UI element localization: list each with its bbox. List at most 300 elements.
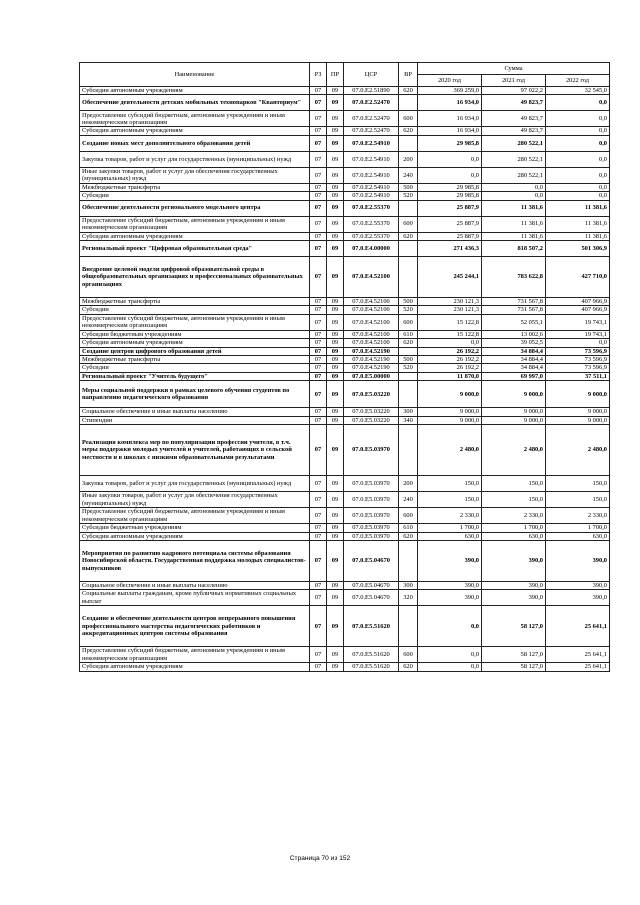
table-row [80,111,610,127]
table-row [80,330,610,338]
cell-2022: 0,0 [546,95,610,111]
cell-vr: 600 [399,647,418,663]
cell-rz: 07 [310,408,327,416]
cell-pr: 09 [327,127,344,135]
cell-csr: 07.0.E4.52190 [344,356,399,364]
cell-csr: 07.0.E4.52190 [344,347,399,355]
cell-2021: 9 000,0 [482,408,546,416]
cell-vr: 620 [399,127,418,135]
cell-2022: 390,0 [546,590,610,606]
cell-2021: 11 381,6 [482,232,546,240]
cell-2022: 407 966,9 [546,306,610,314]
cell-2022: 407 966,9 [546,298,610,306]
table-row [80,372,610,380]
cell-csr: 07.0.E5.03970 [344,476,399,492]
cell-2020: 390,0 [418,540,482,581]
cell-2021: 1 700,0 [482,524,546,532]
cell-rz: 07 [310,540,327,581]
header-year-2021: 2021 год [482,75,546,87]
cell-name: Меры социальной поддержки в рамках целевого обучения студентов по направлению педагогического образования [80,381,310,408]
cell-rz: 07 [310,581,327,589]
cell-name: Обеспечение деятельности регионального модельного центра [80,200,310,216]
cell-pr: 09 [327,241,344,257]
cell-2020: 29 985,8 [418,183,482,191]
cell-vr [399,257,418,298]
cell-vr: 620 [399,232,418,240]
cell-rz: 07 [310,306,327,314]
table-row [80,425,610,476]
cell-vr [399,381,418,408]
cell-pr: 09 [327,508,344,524]
cell-2020: 26 192,2 [418,356,482,364]
cell-vr [399,372,418,380]
cell-csr: 07.0.E5.04670 [344,581,399,589]
cell-name: Закупка товаров, работ и услуг для государственных (муниципальных) нужд [80,476,310,492]
cell-csr: 07.0.E2.54910 [344,167,399,183]
cell-2022: 19 743,1 [546,330,610,338]
cell-name: Предоставление субсидий бюджетным, автономным учреждениям и иным некоммерческим организациям [80,111,310,127]
cell-rz: 07 [310,647,327,663]
table-row [80,339,610,347]
cell-2021: 39 052,5 [482,339,546,347]
cell-2022: 0,0 [546,151,610,167]
cell-pr: 09 [327,663,344,671]
header-sum: Сумма [418,63,610,75]
cell-2021: 9 000,0 [482,416,546,424]
cell-rz: 07 [310,87,327,95]
cell-name: Обеспечение деятельности детских мобильных технопарков "Кванториум" [80,95,310,111]
page-number: Страница 70 из 152 [289,855,351,862]
cell-2020: 0,0 [418,167,482,183]
cell-name: Субсидии автономным учреждениям [80,532,310,540]
table-row [80,257,610,298]
cell-rz: 07 [310,330,327,338]
table-header [80,63,610,87]
cell-2021: 11 381,6 [482,200,546,216]
cell-2021: 280 522,1 [482,135,546,151]
cell-2020: 9 000,0 [418,408,482,416]
cell-2021: 49 823,7 [482,111,546,127]
cell-2020: 16 934,0 [418,127,482,135]
cell-2022: 25 641,1 [546,647,610,663]
table-row [80,298,610,306]
cell-csr: 07.0.E2.54910 [344,192,399,200]
table-row [80,590,610,606]
cell-rz: 07 [310,524,327,532]
cell-2020: 245 244,1 [418,257,482,298]
cell-name: Субсидии бюджетным учреждениям [80,524,310,532]
cell-pr: 09 [327,151,344,167]
cell-pr: 09 [327,135,344,151]
cell-csr: 07.0.E4.52100 [344,339,399,347]
cell-2020: 1 700,0 [418,524,482,532]
table-row [80,183,610,191]
cell-csr: 07.0.E5.03970 [344,532,399,540]
cell-name: Мероприятия по развитию кадрового потенциала системы образования Новосибирской области. Государственная поддержка молодых специалистов-выпускников [80,540,310,581]
cell-2022: 19 743,1 [546,314,610,330]
cell-name: Иные закупки товаров, работ и услуг для обеспечения государственных (муниципальных) нужд [80,167,310,183]
cell-vr: 600 [399,216,418,232]
cell-name: Социальные выплаты гражданам, кроме публичных нормативных социальных выплат [80,590,310,606]
header-csr: ЦСР [344,63,399,87]
cell-rz: 07 [310,508,327,524]
table-row [80,540,610,581]
table-row [80,476,610,492]
cell-pr: 09 [327,216,344,232]
cell-vr: 320 [399,590,418,606]
cell-2020: 16 934,0 [418,95,482,111]
cell-2020: 0,0 [418,647,482,663]
cell-vr [399,241,418,257]
cell-pr: 09 [327,581,344,589]
cell-2021: 818 507,2 [482,241,546,257]
table-row [80,151,610,167]
cell-csr: 07.0.E4.52100 [344,314,399,330]
cell-csr: 07.0.E2.54910 [344,151,399,167]
cell-2020: 0,0 [418,663,482,671]
cell-pr: 09 [327,257,344,298]
cell-2022: 1 700,0 [546,524,610,532]
cell-vr: 520 [399,306,418,314]
cell-2021: 49 823,7 [482,127,546,135]
cell-csr: 07.0.E2.52470 [344,95,399,111]
cell-2021: 280 522,1 [482,167,546,183]
cell-csr: 07.0.E5.03970 [344,492,399,508]
cell-2022: 0,0 [546,111,610,127]
cell-vr: 240 [399,167,418,183]
cell-2021: 0,0 [482,192,546,200]
table-row [80,408,610,416]
header-vr: ВР [399,63,418,87]
cell-rz: 07 [310,532,327,540]
cell-name: Создание новых мест дополнительного образования детей [80,135,310,151]
cell-2020: 630,0 [418,532,482,540]
cell-2022: 25 641,1 [546,663,610,671]
cell-2021: 97 022,2 [482,87,546,95]
cell-2022: 11 381,6 [546,232,610,240]
cell-pr: 09 [327,492,344,508]
cell-name: Предоставление субсидий бюджетным, автономным учреждениям и иным некоммерческим организациям [80,216,310,232]
cell-csr: 07.0.E5.03220 [344,408,399,416]
cell-2020: 230 121,3 [418,298,482,306]
cell-csr: 07.0.E4.52100 [344,298,399,306]
cell-2021: 731 567,8 [482,298,546,306]
cell-csr: 07.0.E2.52470 [344,127,399,135]
cell-2020: 390,0 [418,590,482,606]
cell-2020: 0,0 [418,339,482,347]
cell-pr: 09 [327,416,344,424]
table-row [80,492,610,508]
cell-pr: 09 [327,540,344,581]
cell-name: Предоставление субсидий бюджетным, автономным учреждениям и иным некоммерческим организациям [80,647,310,663]
cell-name: Субсидии [80,364,310,372]
cell-vr: 620 [399,532,418,540]
cell-rz: 07 [310,416,327,424]
cell-2020: 230 121,3 [418,306,482,314]
table-row [80,347,610,355]
cell-pr: 09 [327,364,344,372]
table-row [80,127,610,135]
cell-2021: 150,0 [482,492,546,508]
cell-vr: 500 [399,183,418,191]
table-row [80,232,610,240]
cell-vr [399,135,418,151]
table-row [80,606,610,647]
cell-csr: 07.0.E2.51890 [344,87,399,95]
cell-csr: 07.0.E2.55370 [344,200,399,216]
cell-2021: 49 823,7 [482,95,546,111]
cell-vr: 610 [399,524,418,532]
cell-2020: 25 887,9 [418,232,482,240]
cell-vr: 200 [399,476,418,492]
cell-2022: 0,0 [546,339,610,347]
table-row [80,314,610,330]
cell-name: Социальное обеспечение и иные выплаты населению [80,408,310,416]
cell-csr: 07.0.E2.54910 [344,183,399,191]
budget-table [79,62,610,672]
cell-csr: 07.0.E4.52190 [344,364,399,372]
cell-2022: 73 596,9 [546,347,610,355]
cell-csr: 07.0.E5.03970 [344,425,399,476]
cell-vr: 340 [399,416,418,424]
cell-csr: 07.0.E5.04670 [344,540,399,581]
cell-2022: 390,0 [546,581,610,589]
cell-2022: 11 381,6 [546,200,610,216]
cell-pr: 09 [327,111,344,127]
cell-2022: 9 000,0 [546,416,610,424]
cell-pr: 09 [327,192,344,200]
cell-2022: 427 710,0 [546,257,610,298]
cell-vr [399,347,418,355]
cell-vr: 600 [399,508,418,524]
cell-vr: 520 [399,192,418,200]
table-row [80,524,610,532]
cell-csr: 07.0.E5.03970 [344,508,399,524]
cell-pr: 09 [327,167,344,183]
cell-name: Реализация комплекса мер по популяризации профессии учителя, в т.ч. меры поддержки молодых учителей и учителей, работающих в сельской местности и в школах с низкими образовательными результатами [80,425,310,476]
budget-sheet [79,62,609,672]
cell-2022: 150,0 [546,476,610,492]
cell-csr: 07.0.E5.03970 [344,524,399,532]
cell-2021: 280 522,1 [482,151,546,167]
cell-2021: 390,0 [482,590,546,606]
cell-2020: 16 934,0 [418,111,482,127]
table-row [80,364,610,372]
table-body [80,87,610,672]
cell-2020: 150,0 [418,492,482,508]
cell-2020: 26 192,2 [418,347,482,355]
cell-2020: 9 000,0 [418,416,482,424]
cell-2021: 34 884,4 [482,356,546,364]
cell-csr: 07.0.E2.55370 [344,216,399,232]
cell-csr: 07.0.E4.00000 [344,241,399,257]
cell-2022: 73 596,9 [546,356,610,364]
header-year-2020: 2020 год [418,75,482,87]
table-row [80,167,610,183]
cell-2022: 0,0 [546,127,610,135]
cell-pr: 09 [327,425,344,476]
cell-name: Иные закупки товаров, работ и услуг для обеспечения государственных (муниципальных) нужд [80,492,310,508]
cell-vr: 500 [399,298,418,306]
table-row [80,532,610,540]
cell-vr: 600 [399,111,418,127]
cell-pr: 09 [327,183,344,191]
cell-vr: 610 [399,330,418,338]
cell-csr: 07.0.E5.03220 [344,416,399,424]
cell-rz: 07 [310,492,327,508]
cell-2022: 9 000,0 [546,408,610,416]
cell-csr: 07.0.E5.51620 [344,663,399,671]
cell-2021: 58 127,0 [482,663,546,671]
table-row [80,647,610,663]
cell-2021: 34 884,4 [482,347,546,355]
cell-pr: 09 [327,200,344,216]
cell-name: Межбюджетные трансферты [80,298,310,306]
header-rz: РЗ [310,63,327,87]
cell-rz: 07 [310,151,327,167]
cell-pr: 09 [327,347,344,355]
cell-rz: 07 [310,298,327,306]
table-row [80,416,610,424]
cell-2021: 11 381,6 [482,216,546,232]
cell-vr [399,540,418,581]
cell-csr: 07.0.E5.51620 [344,647,399,663]
cell-name: Субсидии [80,306,310,314]
cell-rz: 07 [310,241,327,257]
cell-2022: 0,0 [546,192,610,200]
cell-2020: 15 122,8 [418,330,482,338]
cell-2021: 69 997,0 [482,372,546,380]
cell-pr: 09 [327,298,344,306]
table-row [80,663,610,671]
cell-pr: 09 [327,476,344,492]
cell-2021: 0,0 [482,183,546,191]
cell-pr: 09 [327,330,344,338]
cell-2020: 0,0 [418,606,482,647]
cell-2020: 369 259,0 [418,87,482,95]
cell-2020: 26 192,2 [418,364,482,372]
header-year-2022: 2022 год [546,75,610,87]
cell-pr: 09 [327,232,344,240]
cell-rz: 07 [310,356,327,364]
cell-rz: 07 [310,111,327,127]
cell-name: Создание центров цифрового образования детей [80,347,310,355]
cell-2022: 73 596,9 [546,364,610,372]
cell-name: Предоставление субсидий бюджетным, автономным учреждениям и иным некоммерческим организациям [80,508,310,524]
cell-name: Субсидии автономным учреждениям [80,339,310,347]
cell-name: Субсидии автономным учреждениям [80,127,310,135]
cell-2021: 34 884,4 [482,364,546,372]
cell-2021: 2 480,0 [482,425,546,476]
cell-2022: 11 381,6 [546,216,610,232]
cell-rz: 07 [310,372,327,380]
cell-vr [399,425,418,476]
cell-name: Региональный проект "Учитель будущего" [80,372,310,380]
cell-rz: 07 [310,381,327,408]
cell-pr: 09 [327,372,344,380]
cell-name: Предоставление субсидий бюджетным, автономным учреждениям и иным некоммерческим организациям [80,314,310,330]
cell-vr: 300 [399,408,418,416]
cell-pr: 09 [327,532,344,540]
cell-2020: 25 887,9 [418,216,482,232]
cell-2021: 150,0 [482,476,546,492]
cell-2020: 29 985,8 [418,135,482,151]
cell-2021: 58 127,0 [482,606,546,647]
cell-csr: 07.0.E4.52100 [344,330,399,338]
cell-vr: 620 [399,87,418,95]
cell-rz: 07 [310,476,327,492]
cell-csr: 07.0.E4.52100 [344,257,399,298]
table-row [80,241,610,257]
cell-csr: 07.0.E5.00000 [344,372,399,380]
cell-rz: 07 [310,663,327,671]
cell-2021: 731 567,8 [482,306,546,314]
cell-2020: 9 000,0 [418,381,482,408]
cell-2021: 390,0 [482,540,546,581]
cell-2020: 271 436,3 [418,241,482,257]
cell-pr: 09 [327,306,344,314]
table-row [80,356,610,364]
cell-rz: 07 [310,192,327,200]
cell-name: Субсидии автономным учреждениям [80,663,310,671]
cell-2020: 11 870,0 [418,372,482,380]
cell-2022: 0,0 [546,183,610,191]
cell-csr: 07.0.E2.52470 [344,111,399,127]
cell-2020: 0,0 [418,151,482,167]
table-row [80,216,610,232]
cell-2022: 9 000,0 [546,381,610,408]
cell-name: Социальное обеспечение и иные выплаты населению [80,581,310,589]
cell-name: Региональный проект "Цифровая образовательная среда" [80,241,310,257]
cell-csr: 07.0.E2.55370 [344,232,399,240]
cell-rz: 07 [310,257,327,298]
cell-name: Межбюджетные трансферты [80,356,310,364]
cell-vr: 520 [399,364,418,372]
cell-2022: 501 306,9 [546,241,610,257]
cell-vr [399,200,418,216]
cell-2020: 2 480,0 [418,425,482,476]
cell-2022: 2 330,0 [546,508,610,524]
cell-2020: 15 122,8 [418,314,482,330]
cell-name: Создание и обеспечение деятельности центров непрерывного повышения профессионального мастерства педагогических работников и аккредитационных центров системы образования [80,606,310,647]
cell-vr: 620 [399,339,418,347]
cell-pr: 09 [327,606,344,647]
cell-2022: 37 511,1 [546,372,610,380]
cell-2020: 390,0 [418,581,482,589]
table-row [80,192,610,200]
cell-name: Субсидии автономным учреждениям [80,87,310,95]
cell-2021: 58 127,0 [482,647,546,663]
cell-2022: 630,0 [546,532,610,540]
cell-2022: 390,0 [546,540,610,581]
table-row [80,87,610,95]
cell-name: Субсидии [80,192,310,200]
cell-pr: 09 [327,381,344,408]
cell-2020: 29 985,8 [418,192,482,200]
cell-pr: 09 [327,314,344,330]
cell-pr: 09 [327,87,344,95]
cell-2022: 0,0 [546,167,610,183]
cell-name: Межбюджетные трансферты [80,183,310,191]
cell-2021: 390,0 [482,581,546,589]
cell-pr: 09 [327,95,344,111]
cell-2021: 52 055,1 [482,314,546,330]
table-row [80,306,610,314]
cell-2020: 25 887,9 [418,200,482,216]
cell-2022: 2 480,0 [546,425,610,476]
cell-pr: 09 [327,647,344,663]
header-pr: ПР [327,63,344,87]
